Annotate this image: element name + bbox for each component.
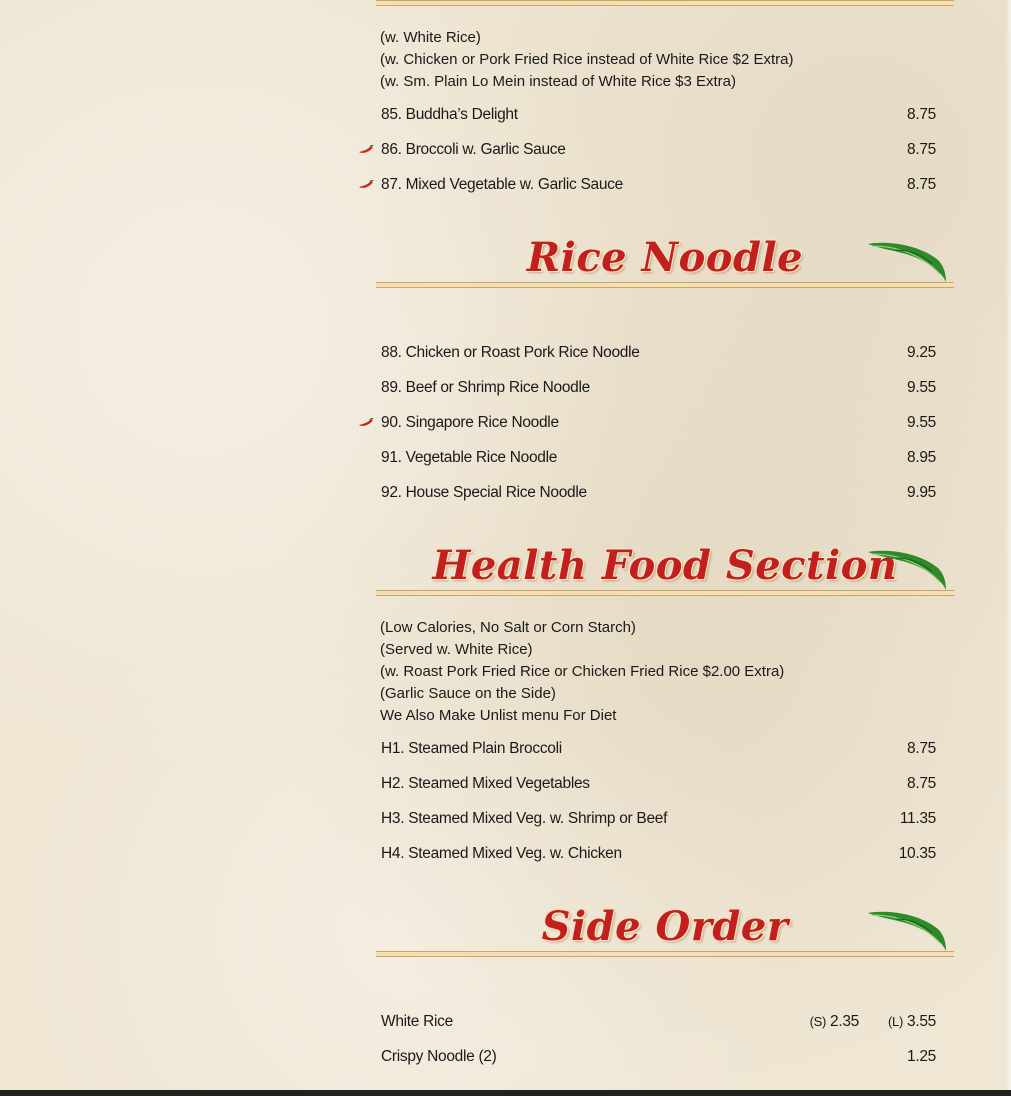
menu-item-price: 1.25 xyxy=(907,1048,936,1065)
chili-pepper-icon xyxy=(358,418,374,428)
menu-item[interactable] xyxy=(376,141,936,165)
chili-pepper-icon xyxy=(358,180,374,190)
menu-item-name: H3. Steamed Mixed Veg. w. Shrimp or Beef xyxy=(381,810,668,827)
menu-item-price: 8.75 xyxy=(907,775,936,792)
menu-item[interactable] xyxy=(376,414,936,438)
menu-item-price: 11.35 xyxy=(899,810,936,827)
section-note: (Served w. White Rice) xyxy=(380,641,533,658)
menu-item-price: 9.25 xyxy=(907,344,936,361)
menu-content xyxy=(376,0,954,1096)
section-divider xyxy=(376,282,954,288)
section-divider xyxy=(376,0,954,6)
menu-item-price: 8.75 xyxy=(907,176,936,193)
menu-item-price-large xyxy=(888,1013,936,1031)
menu-item[interactable] xyxy=(376,1048,936,1072)
menu-item-name: 85. Buddha’s Delight xyxy=(381,106,518,123)
section-note: We Also Make Unlist menu For Diet xyxy=(380,707,617,724)
bamboo-leaf-icon xyxy=(866,544,950,592)
menu-item-name: H4. Steamed Mixed Veg. w. Chicken xyxy=(381,845,622,862)
menu-item-price: 8.75 xyxy=(907,141,936,158)
menu-item[interactable] xyxy=(376,484,936,508)
section-note: (w. Roast Pork Fried Rice or Chicken Fried Rice $2.00 Extra) xyxy=(380,663,785,680)
section-note: (w. Chicken or Pork Fried Rice instead of White Rice $2 Extra) xyxy=(380,51,794,68)
menu-item[interactable] xyxy=(376,106,936,130)
section-divider xyxy=(376,951,954,957)
menu-item-name: 90. Singapore Rice Noodle xyxy=(381,414,559,431)
menu-item[interactable] xyxy=(376,810,936,834)
menu-item-price-small xyxy=(810,1013,859,1031)
bottom-bar xyxy=(0,1090,1011,1096)
bamboo-leaf-icon xyxy=(866,236,950,284)
menu-item[interactable] xyxy=(376,775,936,799)
menu-item-name: Crispy Noodle (2) xyxy=(381,1048,497,1065)
menu-item-price: 9.95 xyxy=(907,484,936,501)
menu-item-price: 8.95 xyxy=(907,449,936,466)
page-edge xyxy=(1005,0,1011,1090)
menu-item[interactable] xyxy=(376,740,936,764)
menu-item-name: 88. Chicken or Roast Pork Rice Noodle xyxy=(381,344,640,361)
bamboo-leaf-icon xyxy=(866,905,950,953)
section-title: Health Food Section xyxy=(432,542,898,589)
menu-item-name: White Rice xyxy=(381,1013,453,1030)
size-label-small: (S) xyxy=(809,1014,827,1029)
section-title: Side Order xyxy=(541,903,789,950)
section-note: (Garlic Sauce on the Side) xyxy=(380,685,556,702)
menu-item-name: 86. Broccoli w. Garlic Sauce xyxy=(381,141,566,158)
section-note: (w. Sm. Plain Lo Mein instead of White Rice $3 Extra) xyxy=(380,73,736,90)
menu-item-name: H1. Steamed Plain Broccoli xyxy=(381,740,562,757)
menu-item-price: 10.35 xyxy=(898,845,936,862)
menu-item-name: 89. Beef or Shrimp Rice Noodle xyxy=(381,379,590,396)
menu-item-price: 8.75 xyxy=(907,740,936,757)
menu-item-name: 87. Mixed Vegetable w. Garlic Sauce xyxy=(381,176,623,193)
section-title: Rice Noodle xyxy=(526,234,804,281)
section-divider xyxy=(376,590,954,596)
section-note: (Low Calories, No Salt or Corn Starch) xyxy=(380,619,636,636)
menu-item[interactable] xyxy=(376,176,936,200)
menu-item[interactable] xyxy=(376,379,936,403)
size-label-large: (L) xyxy=(888,1014,904,1029)
price-small: 2.35 xyxy=(830,1013,859,1030)
menu-item[interactable] xyxy=(376,1013,936,1037)
price-large: 3.55 xyxy=(907,1013,936,1030)
menu-item-price: 9.55 xyxy=(907,379,936,396)
menu-item[interactable] xyxy=(376,845,936,869)
menu-item[interactable] xyxy=(376,449,936,473)
section-note: (w. White Rice) xyxy=(380,29,481,46)
menu-item-name: 91. Vegetable Rice Noodle xyxy=(381,449,558,466)
menu-item-name: 92. House Special Rice Noodle xyxy=(381,484,587,501)
menu-item-name: H2. Steamed Mixed Vegetables xyxy=(381,775,590,792)
menu-item[interactable] xyxy=(376,344,936,368)
menu-item-price: 9.55 xyxy=(907,414,936,431)
chili-pepper-icon xyxy=(358,145,374,155)
menu-item-price: 8.75 xyxy=(907,106,936,123)
